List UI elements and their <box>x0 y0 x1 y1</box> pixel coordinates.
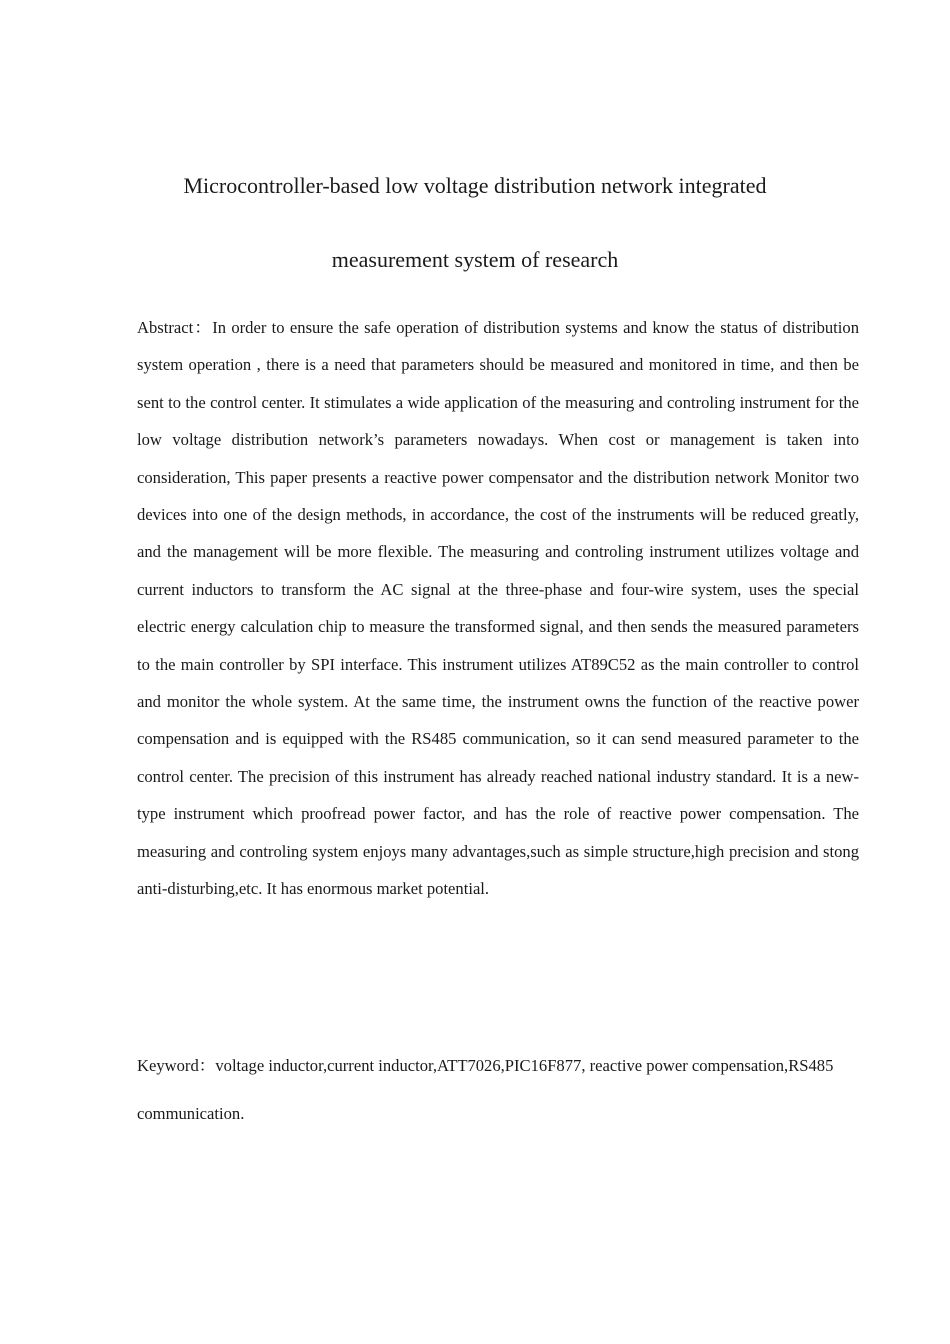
title-line-1: Microcontroller-based low voltage distribution network integrated <box>183 173 767 198</box>
abstract-text: In order to ensure the safe operation of distribution systems and know the status of distribution system operation , there is a need that parameters should be measured and monitored in time, and then be sent to the control center. It stimulates a wide application of the measuring and controling instrument for the low voltage distribution network’s parameters nowadays. When cost or management is taken into consideration, This paper presents a reactive power compensator and the distribution network Monitor two devices into one of the design methods, in accordance, the cost of the instruments will be reduced greatly, and the management will be more flexible. The measuring and controling instrument utilizes voltage and current inductors to transform the AC signal at the three-phase and four-wire system, uses the special electric energy calculation chip to measure the transformed signal, and then sends the measured parameters to the main controller by SPI interface. This instrument utilizes AT89C52 as the main controller to control and monitor the whole system. At the same time, the instrument owns the function of the reactive power compensation and is equipped with the RS485 communication, so it can send measured parameter to the control center. The precision of this instrument has already reached national industry standard. It is a new-type instrument which proofread power factor, and has the role of reactive power compensation. The measuring and controling system enjoys many advantages,such as simple structure,high precision and stong anti-disturbing,etc. It has enormous market potential. <box>137 318 859 899</box>
keywords-paragraph <box>137 1042 859 1138</box>
abstract-label: Abstract： <box>137 318 213 337</box>
title-line-2: measurement system of research <box>331 247 619 272</box>
abstract-paragraph <box>137 309 859 908</box>
keyword-text: voltage inductor,current inductor,ATT7026,PIC16F877, reactive power compensation,RS485 communication. <box>137 1056 834 1123</box>
keyword-label: Keyword： <box>137 1056 216 1075</box>
